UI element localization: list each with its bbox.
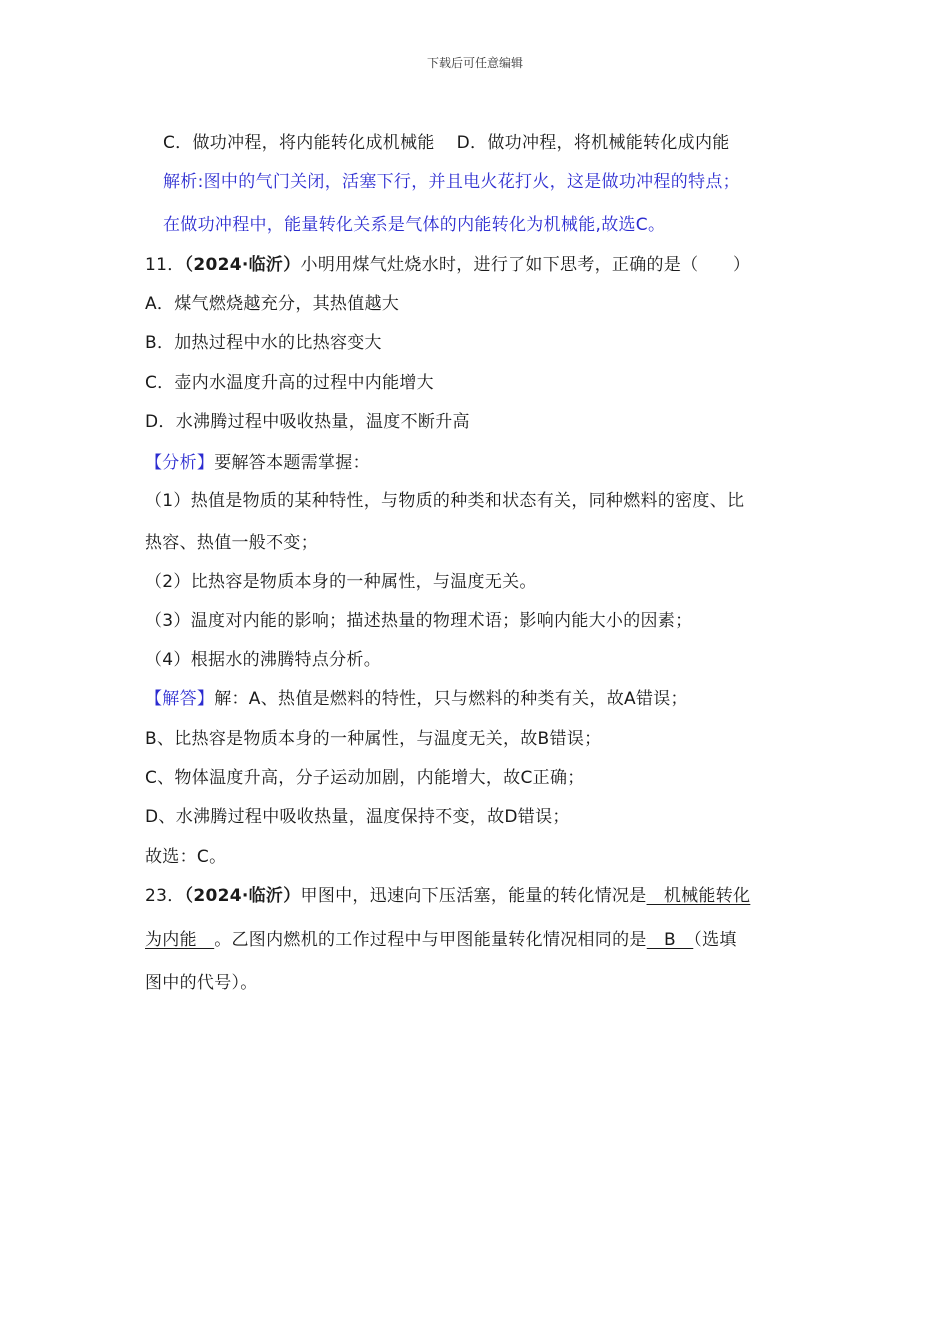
solution-line-3: C、物体温度升高，分子运动加剧，内能增大，故C正确； [145,768,585,788]
analysis-point-2: （2）比热容是物质本身的一种属性，与温度无关。 [145,572,537,592]
q23-answer-2: B [646,930,694,950]
q11-number: 11． [145,255,185,275]
solution-tag: 【解答】 [145,689,215,709]
q11-option-a: A．煤气燃烧越充分，其热值越大 [145,294,400,314]
solution-line-4: D、水沸腾过程中吸收热量，温度保持不变，故D错误； [145,807,570,827]
analysis-intro: 要解答本题需掌握： [214,453,370,473]
q11-option-c: C．壶内水温度升高的过程中内能增大 [145,373,434,393]
q10-analysis-line-1: 解析:图中的气门关闭，活塞下行，并且电火花打火，这是做功冲程的特点； [163,172,740,192]
q11-option-b: B．加热过程中水的比热容变大 [145,333,382,353]
q11-stem [145,250,750,275]
q23-text-1: 甲图中，迅速向下压活塞，能量的转化情况是 [300,886,647,906]
q10-option-d: D．做功冲程，将机械能转化成内能 [456,133,730,153]
analysis-point-1: （1）热值是物质的某种特性，与物质的种类和状态有关，同种燃料的密度、比 [145,491,745,511]
q23-answer-1b: 为内能 [145,930,215,950]
q10-analysis-line-2: 在做功冲程中，能量转化关系是气体的内能转化为机械能,故选C。 [163,215,666,235]
solution-line-2: B、比热容是物质本身的一种属性，与温度无关，故B错误； [145,729,602,749]
analysis-point-3: （3）温度对内能的影响；描述热量的物理术语；影响内能大小的因素； [145,611,693,631]
q23-line-1 [145,881,750,906]
analysis-point-1-cont: 热容、热值一般不变； [145,533,318,553]
q23-line-3: 图中的代号）。 [145,973,258,993]
q23-answer-1a: 机械能转化 [646,886,751,906]
q11-stem-text: 小明用煤气灶烧水时，进行了如下思考，正确的是（ ） [300,255,751,275]
analysis-point-4: （4）根据水的沸腾特点分析。 [145,650,382,670]
q23-line-2 [145,925,737,950]
q10-option-c: C．做功冲程，将内能转化成机械能 [163,133,435,153]
q10-options-cd [163,128,730,153]
q23-source: （2024·临沂） [184,886,301,906]
q23-text-3: （选填 [693,930,737,950]
q23-number: 23． [145,886,185,906]
q11-option-d: D．水沸腾过程中吸收热量，温度不断升高 [145,412,470,432]
q11-analysis-heading [145,448,370,473]
q23-text-2: 。乙图内燃机的工作过程中与甲图能量转化情况相同的是 [214,930,647,950]
analysis-tag: 【分析】 [145,453,215,473]
solution-conclusion: 故选：C。 [145,847,227,867]
q11-source: （2024·临沂） [184,255,301,275]
solution-line-1: 解：A、热值是燃料的特性，只与燃料的种类有关，故A错误； [214,689,688,709]
page-header: 下载后可任意编辑 [426,56,523,70]
q11-solution-heading [145,684,688,709]
